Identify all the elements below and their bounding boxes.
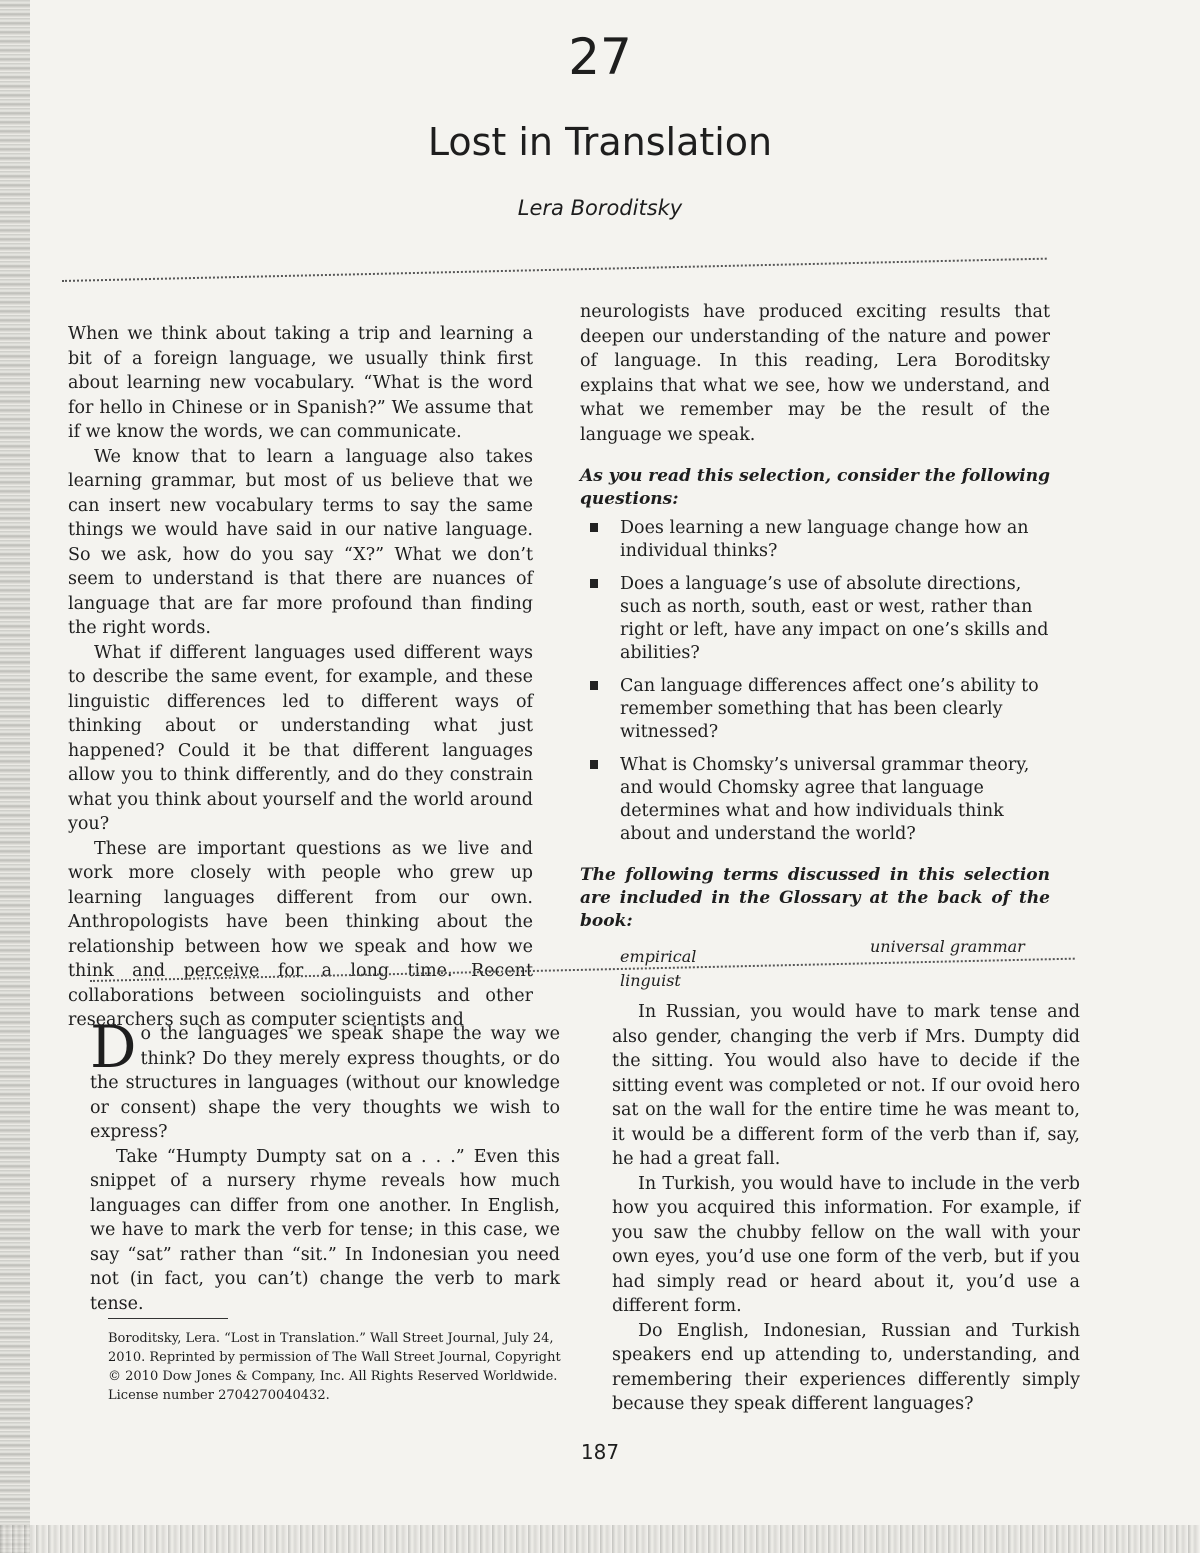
square-bullet-icon (590, 523, 598, 532)
question-text: What is Chomsky’s universal grammar theory, and would Chomsky agree that language determines what and how individuals think about and understand the world? (620, 755, 1030, 844)
body-left-column (90, 1013, 560, 1316)
page-number: 187 (580, 1440, 620, 1464)
glossary-terms (580, 937, 1050, 1001)
author-name: Lera Boroditsky (517, 196, 683, 220)
scan-edge-bottom (0, 1525, 1200, 1553)
footnote-text: Boroditsky, Lera. “Lost in Translation.” Wall Street Journal, July 24, 2010. Reprinted by permission of The Wall Street Journal, Copyright © 2010 Dow Jones & Company, Inc. All Rights Reserved Worldwide. License number 2704270040432. (108, 1331, 561, 1403)
footnote-rule (108, 1318, 228, 1319)
intro-right-column (580, 300, 1050, 1001)
intro-paragraph-continued: neurologists have produced exciting results that deepen our understanding of the nature and power of language. In this reading, Lera Boroditsky explains that what we see, how we understand, and what we remember may be the result of the language we speak. (580, 302, 1050, 445)
body-paragraph: Take “Humpty Dumpty sat on a . . .” Even this snippet of a nursery rhyme reveals how much languages can differ from one another. In English, we have to mark the verb for tense; in this case, we say “sat” rather than “sit.” In Indonesian you need not (in fact, you can’t) change the verb to mark tense. (90, 1146, 560, 1314)
question-text: Can language differences affect one’s ability to remember something that has been clearly witnessed? (620, 676, 1039, 742)
question-item (580, 517, 1050, 563)
glossary-prompt: The following terms discussed in this selection are included in the Glossary at the back of the book: (580, 865, 1050, 931)
questions-list (580, 517, 1050, 846)
body-paragraph (90, 1013, 560, 1145)
chapter-number: 27 (568, 28, 632, 86)
square-bullet-icon (590, 681, 598, 690)
scan-edge-left (0, 0, 30, 1553)
top-dotted-rule (62, 258, 1047, 282)
intro-paragraph: We know that to learn a language also takes learning grammar, but most of us believe that we can insert new vocabulary terms to say the same things we would have said in our native language. So we ask, how do you say “X?” What we don’t seem to understand is that there are nuances of language that are far more profound than finding the right words. (68, 446, 533, 638)
square-bullet-icon (590, 579, 598, 588)
intro-paragraph: When we think about taking a trip and learning a bit of a foreign language, we usually think first about learning new vocabulary. “What is the word for hello in Chinese or in Spanish?” We assume that if we know the words, we can communicate. (68, 324, 533, 442)
body-right-column (612, 1000, 1080, 1417)
body-paragraph-text: o the languages we speak shape the way we think? Do they merely express thoughts, or do the structures in languages (without our knowledge or consent) shape the very thoughts we wish to express? (90, 1024, 560, 1142)
question-item (580, 675, 1050, 744)
body-paragraph: Do English, Indonesian, Russian and Turkish speakers end up attending to, understanding, and remembering their experiences differently simply because they speak different languages? (612, 1320, 1080, 1414)
intro-left-column (68, 322, 533, 1033)
question-item (580, 754, 1050, 846)
question-item (580, 573, 1050, 665)
square-bullet-icon (590, 760, 598, 769)
question-text: Does learning a new language change how an individual thinks? (620, 518, 1029, 561)
footnote (108, 1318, 563, 1405)
intro-paragraph: These are important questions as we live and work more closely with people who grew up learning languages different from our own. Anthropologists have been thinking about the relationship between how we speak and how we think and perceive for a long time. Recent collaborations between sociolinguists and other researchers such as computer scientists and (68, 838, 533, 1030)
body-paragraph: In Russian, you would have to mark tense and also gender, changing the verb if Mrs. Dumpty did the sitting. You would also have to decide if the sitting event was completed or not. If our ovoid hero sat on the wall for the entire time he was meant to, it would be a different form of the verb than if, say, he had a great fall. (612, 1002, 1080, 1169)
glossary-term: empirical (620, 947, 697, 966)
questions-prompt: As you read this selection, consider the following questions: (580, 466, 1050, 509)
intro-paragraph: What if different languages used different ways to describe the same event, for example, and these linguistic differences led to different ways of thinking about or understanding what just happened? Could it be that different languages allow you to think differently, and do they constrain what you think about yourself and the world around you? (68, 642, 533, 834)
question-text: Does a language’s use of absolute directions, such as north, south, east or west, rather than right or left, have any impact on one’s skills and abilities? (620, 574, 1049, 663)
glossary-term: universal grammar (870, 937, 1025, 956)
glossary-term: linguist (620, 971, 681, 990)
drop-cap: D (90, 1013, 137, 1081)
page-title: Lost in Translation (427, 120, 773, 164)
body-paragraph: In Turkish, you would have to include in the verb how you acquired this information. For example, if you saw the chubby fellow on the wall with your own eyes, you’d use one form of the verb, but if you had simply read or heard about it, you’d use a different form. (612, 1173, 1080, 1316)
